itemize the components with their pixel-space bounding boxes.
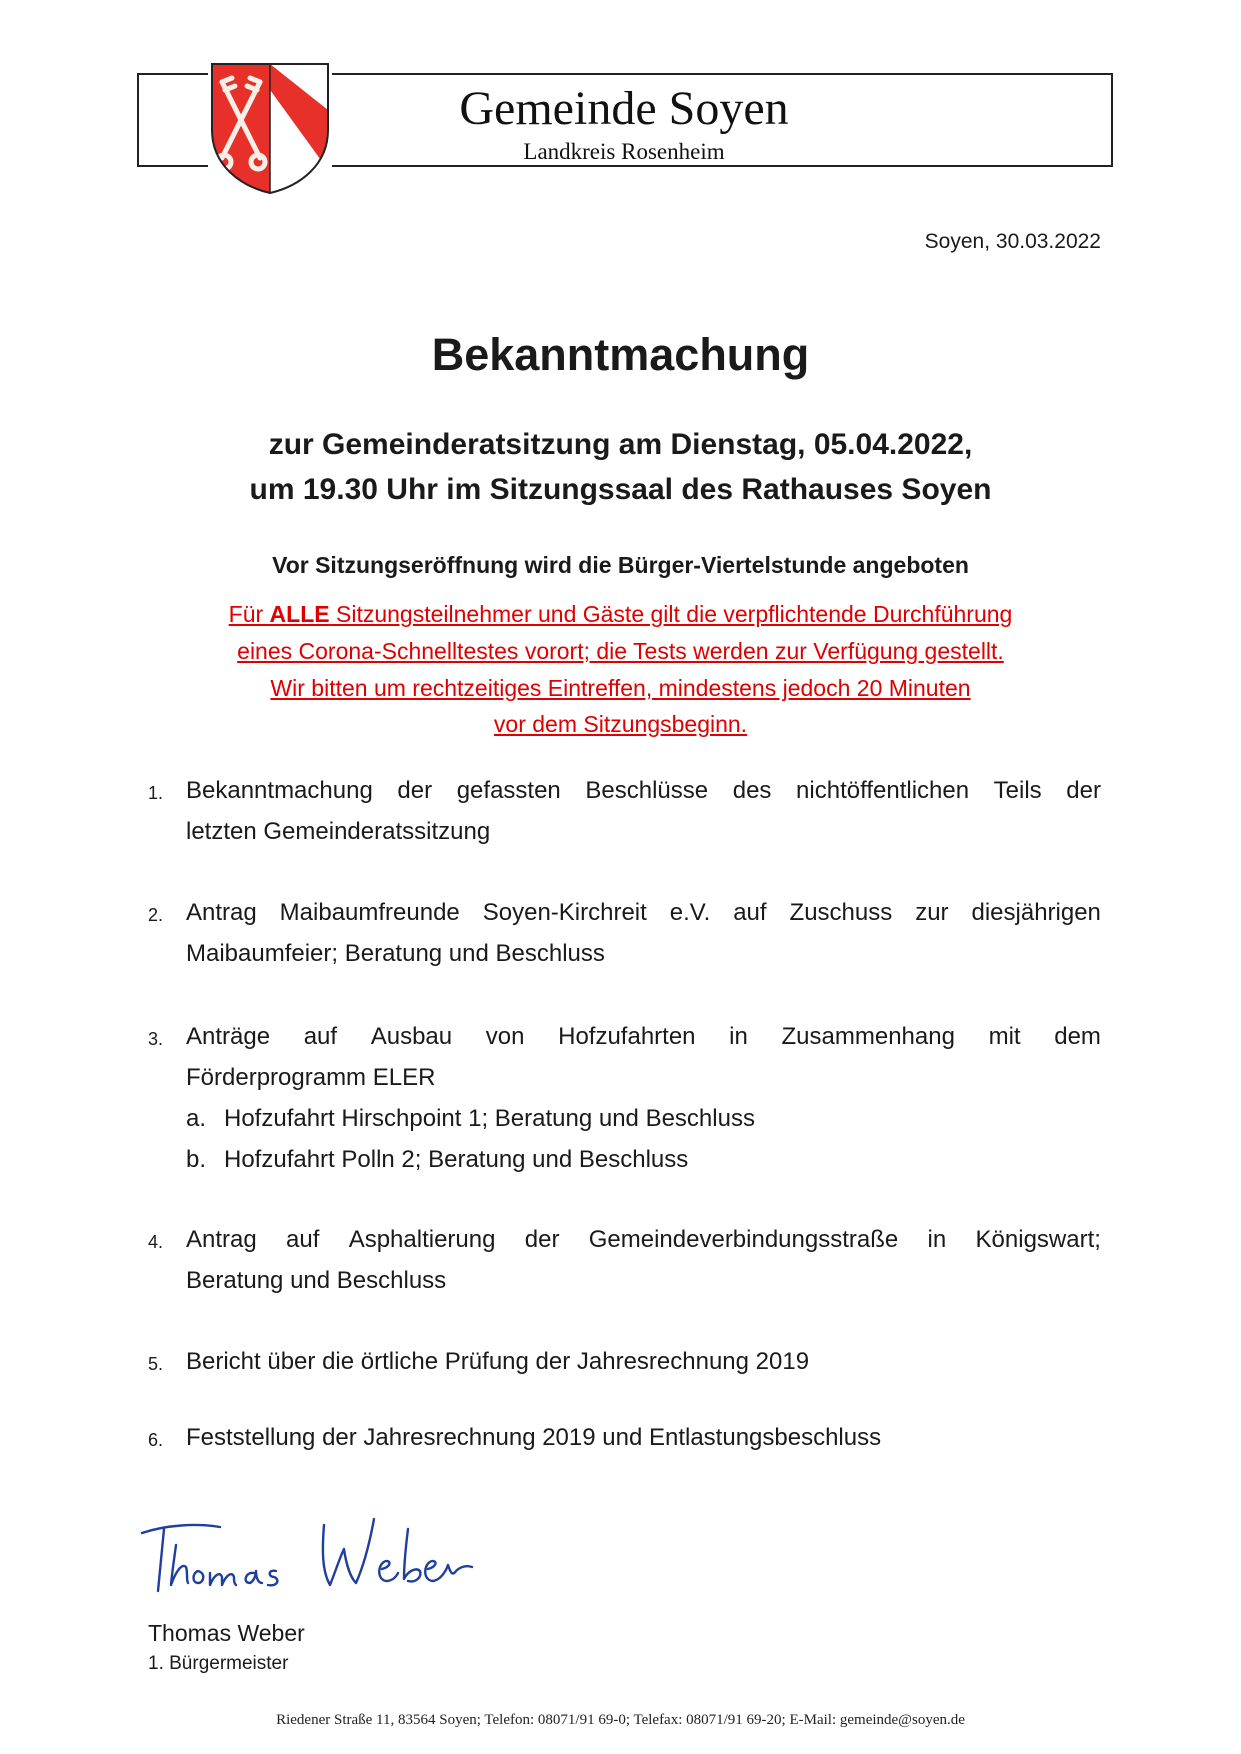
word: e.V. xyxy=(669,899,711,926)
notice-emphasis: ALLE xyxy=(269,601,330,627)
word: auf xyxy=(733,899,767,926)
subtitle-line-2: um 19.30 Uhr im Sitzungssaal des Rathauses Soyen xyxy=(249,473,992,506)
sub-item-text: Hofzufahrt Polln 2; Beratung und Beschluss xyxy=(224,1146,689,1173)
agenda-text-line xyxy=(186,892,1101,933)
agenda-number: 1. xyxy=(148,783,164,803)
word: zur xyxy=(915,899,949,926)
handwritten-signature xyxy=(136,1505,486,1605)
agenda-text-line xyxy=(186,1219,1101,1260)
sub-item-letter: a. xyxy=(186,1105,207,1132)
word: Hofzufahrten xyxy=(558,1023,696,1050)
municipality-name: Gemeinde Soyen xyxy=(459,82,789,135)
corona-notice-line-2: eines Corona-Schnelltestes vorort; die Tests werden zur Verfügung gestellt. xyxy=(237,638,1004,664)
signer-name: Thomas Weber xyxy=(148,1620,305,1646)
agenda-number: 5. xyxy=(148,1354,164,1374)
word: von xyxy=(485,1023,525,1050)
coat-of-arms-icon xyxy=(208,60,332,196)
agenda-item xyxy=(148,1016,1101,1098)
word: in xyxy=(927,1226,947,1253)
word: Zuschuss xyxy=(789,899,893,926)
word: der xyxy=(397,777,433,804)
sub-item-letter: b. xyxy=(186,1146,207,1173)
subtitle-line-1: zur Gemeinderatsitzung am Dienstag, 05.04.2022, xyxy=(268,428,973,461)
document-date: Soyen, 30.03.2022 xyxy=(924,230,1101,253)
agenda-item xyxy=(148,892,1101,974)
word: der xyxy=(524,1226,560,1253)
word: Maibaumfreunde xyxy=(279,899,460,926)
agenda-text-line: Bericht über die örtliche Prüfung der Jahresrechnung 2019 xyxy=(186,1348,810,1375)
word: nichtöffentlichen xyxy=(796,777,970,804)
agenda-sub-item xyxy=(186,1139,688,1180)
agenda-number: 4. xyxy=(148,1232,164,1252)
agenda-text-line: Beratung und Beschluss xyxy=(186,1267,447,1294)
word: Antrag xyxy=(186,899,257,926)
word: dem xyxy=(1054,1023,1101,1050)
corona-notice-line-1: Für ALLE Sitzungsteilnehmer und Gäste gilt die verpflichtende Durchführung xyxy=(228,601,1013,627)
document-title: Bekanntmachung xyxy=(431,329,810,380)
word: gefassten xyxy=(456,777,561,804)
word: Beschlüsse xyxy=(585,777,709,804)
word: Anträge xyxy=(186,1023,271,1050)
agenda-text-line xyxy=(186,770,1101,811)
word: auf xyxy=(303,1023,338,1050)
citizen-quarter-hour-note: Vor Sitzungseröffnung wird die Bürger-Viertelstunde angeboten xyxy=(272,552,969,578)
agenda-number: 6. xyxy=(148,1430,164,1450)
corona-notice-line-3: Wir bitten um rechtzeitiges Eintreffen, mindestens jedoch 20 Minuten xyxy=(270,675,971,701)
agenda-item xyxy=(148,770,1101,852)
agenda-text-line xyxy=(186,1016,1101,1057)
word: Gemeindeverbindungsstraße xyxy=(588,1226,899,1253)
agenda-item xyxy=(148,1219,1101,1301)
agenda-text-line: Förderprogramm ELER xyxy=(186,1064,436,1091)
contact-footer: Riedener Straße 11, 83564 Soyen; Telefon: 08071/91 69-0; Telefax: 08071/91 69-20; E-Mail: gemeinde@soyen.de xyxy=(276,1712,965,1728)
signer-role: 1. Bürgermeister xyxy=(148,1653,289,1674)
word: diesjährigen xyxy=(971,899,1101,926)
agenda-item xyxy=(148,1341,1101,1382)
word: Ausbau xyxy=(370,1023,453,1050)
agenda-number: 2. xyxy=(148,905,164,925)
word: Teils xyxy=(993,777,1042,804)
agenda-text-line: Maibaumfeier; Beratung und Beschluss xyxy=(186,940,605,967)
district-name: Landkreis Rosenheim xyxy=(523,139,725,164)
word: mit xyxy=(988,1023,1021,1050)
word: der xyxy=(1066,777,1101,804)
agenda-item xyxy=(148,1417,1101,1458)
corona-notice-line-4: vor dem Sitzungsbeginn. xyxy=(493,711,748,737)
agenda-text-line: Feststellung der Jahresrechnung 2019 und Entlastungsbeschluss xyxy=(186,1424,882,1451)
word: Antrag xyxy=(186,1226,257,1253)
word: des xyxy=(732,777,772,804)
word: Soyen-Kirchreit xyxy=(482,899,647,926)
agenda-text-line: letzten Gemeinderatssitzung xyxy=(186,818,491,845)
agenda-sub-item xyxy=(186,1098,755,1139)
agenda-number: 3. xyxy=(148,1029,164,1049)
word: auf xyxy=(286,1226,320,1253)
word: in xyxy=(729,1023,748,1050)
word: Bekanntmachung xyxy=(186,777,373,804)
word: Zusammenhang xyxy=(781,1023,955,1050)
word: Königswart; xyxy=(975,1226,1101,1253)
sub-item-text: Hofzufahrt Hirschpoint 1; Beratung und Beschluss xyxy=(224,1105,755,1132)
word: Asphaltierung xyxy=(348,1226,496,1253)
